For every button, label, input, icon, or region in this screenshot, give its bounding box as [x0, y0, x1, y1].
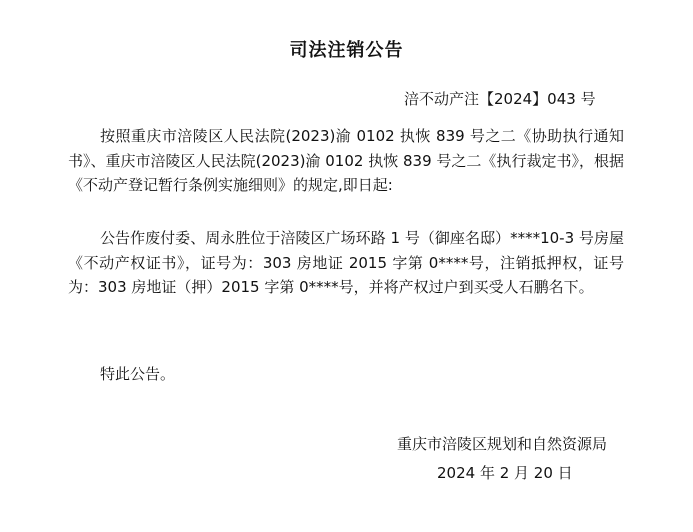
- issue-date: 2024 年 2 月 20 日: [437, 464, 573, 482]
- paragraph-notice-content: 公告作废付委、周永胜位于涪陵区广场环路 1 号（御座名邸）****10-3 号房屋《不动产权证书》，证号为：303 房地证 2015 字第 0****号，注销抵押权，证号为：303 房地证（押）2015 字第 0****号，并将产权过户到买受人石鹏名下。: [68, 229, 624, 296]
- paragraph-closing: 特此公告。: [100, 365, 176, 383]
- notice-title: 司法注销公告: [289, 40, 404, 61]
- paragraph-legal-basis: 按照重庆市涪陵区人民法院(2023)渝 0102 执恢 839 号之二《协助执行通知书》、重庆市涪陵区人民法院(2023)渝 0102 执恢 839 号之二《执行裁定书》，根据《不动产登记暂行条例实施细则》的规定,即日起:: [68, 127, 624, 194]
- issuer-name: 重庆市涪陵区规划和自然资源局: [397, 435, 608, 453]
- document-number: 涪不动产注【2024】043 号: [404, 90, 596, 108]
